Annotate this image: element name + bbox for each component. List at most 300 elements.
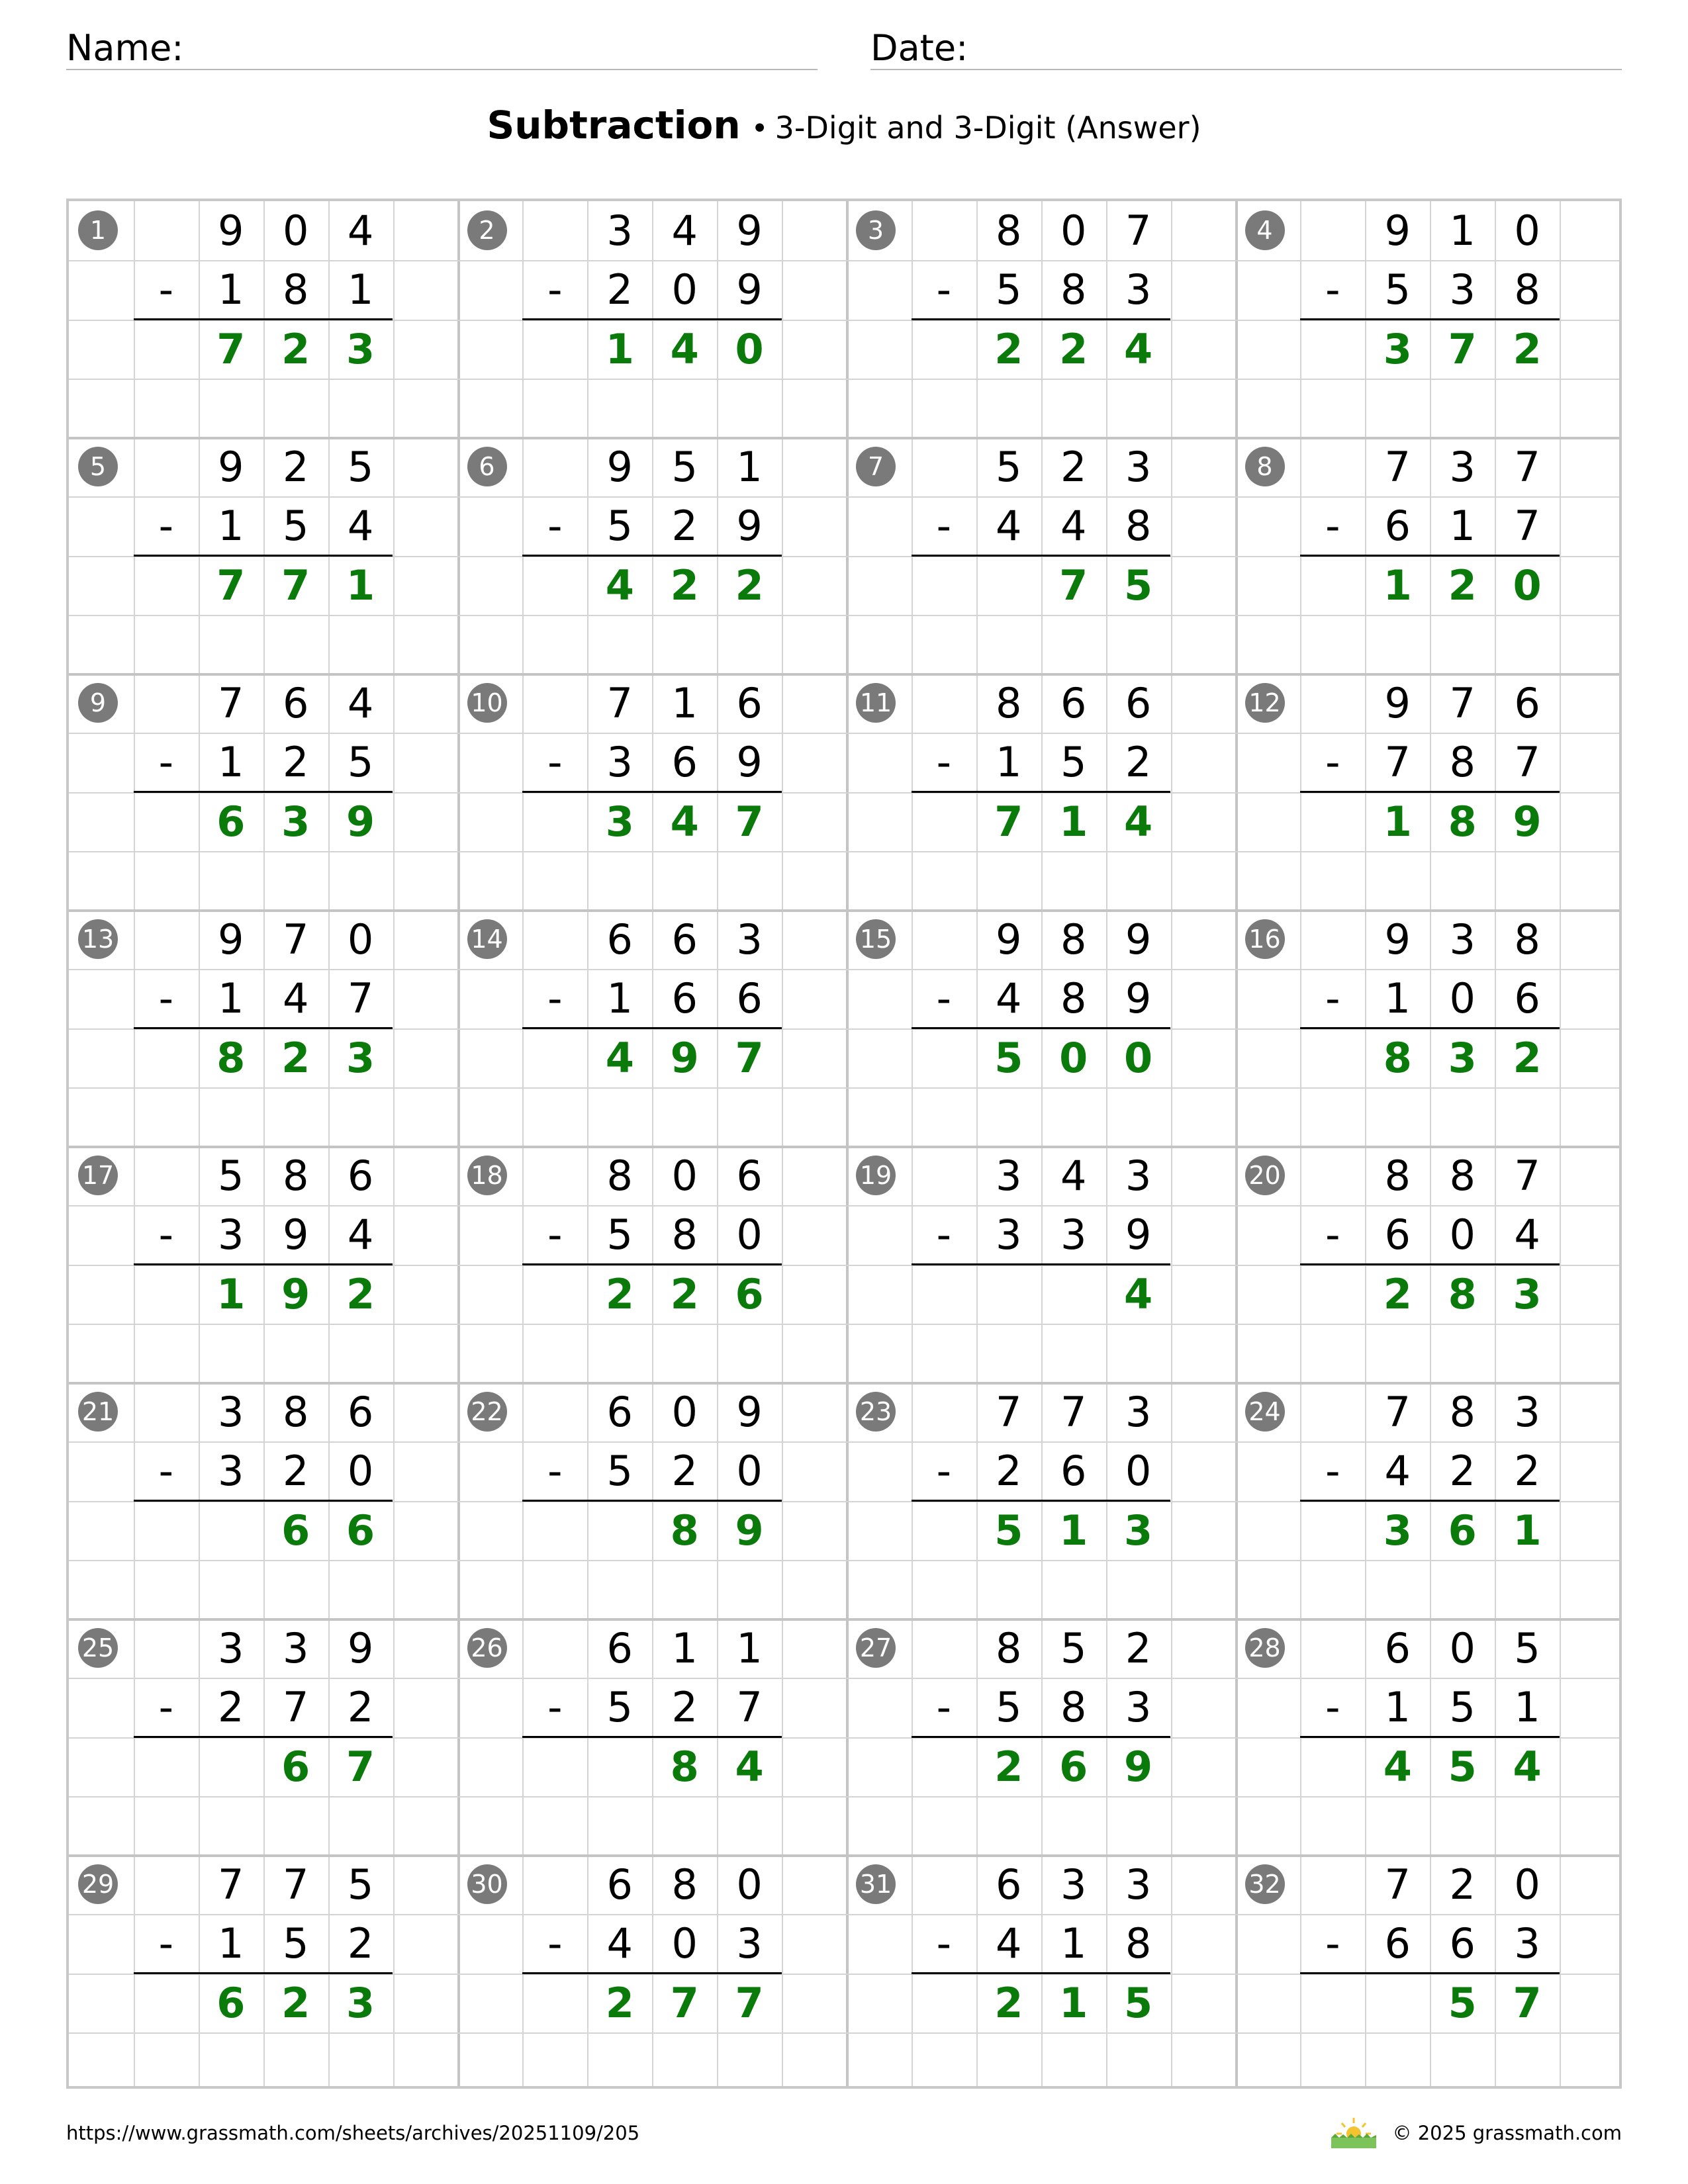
answer-digit[interactable]: 1 bbox=[216, 1269, 246, 1318]
minus-operator: - bbox=[936, 1919, 952, 1968]
answer-digit[interactable]: 2 bbox=[994, 1978, 1023, 2027]
subtrahend-digit: 7 bbox=[736, 1683, 763, 1732]
problem-number-badge: 15 bbox=[856, 919, 896, 959]
problem bbox=[69, 1383, 458, 1619]
minus-operator: - bbox=[936, 738, 952, 787]
answer-digit[interactable]: 5 bbox=[1448, 1742, 1477, 1791]
subtrahend-digit: 0 bbox=[736, 1210, 763, 1259]
answer-digit[interactable]: 3 bbox=[605, 797, 634, 846]
answer-digit[interactable]: 2 bbox=[1383, 1269, 1412, 1318]
minus-operator: - bbox=[547, 1210, 563, 1259]
subtrahend-digit: 1 bbox=[347, 265, 374, 314]
answer-digit[interactable]: 8 bbox=[1383, 1033, 1412, 1082]
subtrahend-digit: 6 bbox=[1514, 974, 1540, 1023]
minus-operator: - bbox=[1325, 974, 1340, 1023]
minuend-digit: 9 bbox=[218, 915, 244, 964]
subtrahend-digit: 5 bbox=[606, 1210, 633, 1259]
minuend-digit: 8 bbox=[282, 1388, 309, 1436]
answer-digit[interactable]: 6 bbox=[1448, 1506, 1477, 1555]
answer-digit[interactable] bbox=[199, 1737, 263, 1796]
minuend-digit: 0 bbox=[1514, 206, 1540, 255]
answer-digit[interactable]: 2 bbox=[1513, 324, 1542, 373]
subtrahend-digit: 8 bbox=[671, 1210, 698, 1259]
date-label: Date: bbox=[870, 27, 968, 69]
answer-digit[interactable]: 4 bbox=[1383, 1742, 1412, 1791]
minuend-digit: 6 bbox=[606, 1388, 633, 1436]
answer-digit[interactable] bbox=[587, 1737, 652, 1796]
answer-digit[interactable]: 6 bbox=[735, 1269, 764, 1318]
minus-operator: - bbox=[158, 1210, 174, 1259]
subtrahend-digit: 2 bbox=[218, 1683, 244, 1732]
subtrahend-digit: 7 bbox=[1384, 738, 1411, 787]
problem-number-badge: 13 bbox=[78, 919, 118, 959]
subtrahend-digit: 2 bbox=[671, 502, 698, 551]
answer-digit[interactable]: 7 bbox=[1513, 1978, 1542, 2027]
footer-url[interactable]: https://www.grassmath.com/sheets/archives/20251109/205 bbox=[66, 2122, 640, 2144]
minuend-digit: 6 bbox=[1060, 679, 1087, 727]
minuend-digit: 3 bbox=[1125, 1152, 1152, 1200]
problem-number-badge: 24 bbox=[1245, 1392, 1285, 1432]
subtrahend-digit: 7 bbox=[1514, 502, 1540, 551]
answer-digit[interactable]: 2 bbox=[994, 1742, 1023, 1791]
answer-underline bbox=[912, 318, 1171, 320]
minus-operator: - bbox=[547, 502, 563, 551]
minuend-digit: 0 bbox=[736, 1860, 763, 1909]
problem-number-badge: 4 bbox=[1245, 210, 1285, 250]
answer-digit[interactable] bbox=[1041, 1265, 1106, 1324]
answer-underline bbox=[1300, 1500, 1560, 1502]
answer-digit[interactable]: 1 bbox=[1059, 797, 1088, 846]
answer-digit[interactable] bbox=[1365, 1974, 1430, 2032]
answer-digit[interactable] bbox=[976, 1265, 1041, 1324]
problem bbox=[458, 1619, 847, 1855]
answer-underline bbox=[522, 1500, 782, 1502]
minus-operator: - bbox=[158, 1683, 174, 1732]
problem bbox=[1236, 674, 1625, 910]
subtrahend-digit: 2 bbox=[1514, 1447, 1540, 1496]
subtrahend-digit: 5 bbox=[1060, 738, 1087, 787]
answer-underline bbox=[1300, 1972, 1560, 1974]
answer-digit[interactable]: 5 bbox=[1448, 1978, 1477, 2027]
subtrahend-digit: 2 bbox=[282, 1447, 309, 1496]
subtrahend-digit: 7 bbox=[1514, 738, 1540, 787]
subtrahend-digit: 5 bbox=[347, 738, 374, 787]
minus-operator: - bbox=[547, 974, 563, 1023]
answer-digit[interactable]: 8 bbox=[1448, 797, 1477, 846]
minuend-digit: 3 bbox=[1125, 1388, 1152, 1436]
subtrahend-digit: 8 bbox=[1514, 265, 1540, 314]
problem bbox=[1236, 437, 1625, 674]
minuend-digit: 8 bbox=[671, 1860, 698, 1909]
answer-digit[interactable]: 3 bbox=[1124, 1506, 1153, 1555]
minus-operator: - bbox=[1325, 502, 1340, 551]
answer-underline bbox=[1300, 791, 1560, 793]
problem-number-badge: 2 bbox=[467, 210, 507, 250]
answer-digit[interactable]: 1 bbox=[1059, 1506, 1088, 1555]
minuend-digit: 5 bbox=[347, 443, 374, 491]
subtrahend-digit: 8 bbox=[1449, 738, 1476, 787]
problem-number-badge: 28 bbox=[1245, 1628, 1285, 1668]
minuend-digit: 8 bbox=[1514, 915, 1540, 964]
problem bbox=[69, 1855, 458, 2091]
subtrahend-digit: 2 bbox=[606, 265, 633, 314]
minuend-digit: 0 bbox=[1514, 1860, 1540, 1909]
problem bbox=[847, 201, 1236, 437]
answer-digit[interactable]: 1 bbox=[605, 324, 634, 373]
minuend-digit: 5 bbox=[347, 1860, 374, 1909]
minuend-digit: 1 bbox=[1449, 206, 1476, 255]
subtrahend-digit: 1 bbox=[218, 502, 244, 551]
subtrahend-digit: 1 bbox=[218, 974, 244, 1023]
name-label: Name: bbox=[66, 27, 184, 69]
answer-digit[interactable]: 8 bbox=[216, 1033, 246, 1082]
answer-underline bbox=[134, 318, 393, 320]
answer-digit[interactable]: 2 bbox=[1513, 1033, 1542, 1082]
answer-digit[interactable]: 7 bbox=[735, 1978, 764, 2027]
subtrahend-digit: 5 bbox=[996, 265, 1022, 314]
minuend-digit: 0 bbox=[347, 915, 374, 964]
problem-number-badge: 26 bbox=[467, 1628, 507, 1668]
problem-number-badge: 19 bbox=[856, 1156, 896, 1195]
problem bbox=[847, 910, 1236, 1146]
minuend-digit: 1 bbox=[736, 1624, 763, 1672]
answer-digit[interactable]: 9 bbox=[670, 1033, 699, 1082]
subtrahend-digit: 6 bbox=[671, 974, 698, 1023]
answer-digit[interactable]: 2 bbox=[1059, 324, 1088, 373]
answer-digit[interactable]: 5 bbox=[1124, 1978, 1153, 2027]
minus-operator: - bbox=[1325, 1447, 1340, 1496]
problem-number-badge: 11 bbox=[856, 683, 896, 723]
subtrahend-digit: 5 bbox=[996, 1683, 1022, 1732]
minuend-digit: 6 bbox=[1125, 679, 1152, 727]
minuend-digit: 9 bbox=[606, 443, 633, 491]
answer-digit[interactable]: 3 bbox=[346, 1978, 375, 2027]
subtrahend-digit: 3 bbox=[1514, 1919, 1540, 1968]
problem-number-badge: 21 bbox=[78, 1392, 118, 1432]
minuend-digit: 7 bbox=[1514, 1152, 1540, 1200]
problem bbox=[458, 1383, 847, 1619]
answer-digit[interactable]: 7 bbox=[994, 797, 1023, 846]
problem bbox=[1236, 910, 1625, 1146]
answer-digit[interactable]: 9 bbox=[735, 1506, 764, 1555]
answer-digit[interactable]: 3 bbox=[346, 324, 375, 373]
answer-digit[interactable]: 1 bbox=[1059, 1978, 1088, 2027]
date-field[interactable] bbox=[870, 20, 1622, 70]
answer-digit[interactable] bbox=[976, 556, 1041, 615]
problem-number-badge: 6 bbox=[467, 447, 507, 486]
subtrahend-digit: 8 bbox=[1125, 502, 1152, 551]
answer-digit[interactable]: 6 bbox=[216, 1978, 246, 2027]
minuend-digit: 0 bbox=[1449, 1624, 1476, 1672]
subtrahend-digit: 1 bbox=[1449, 502, 1476, 551]
answer-digit[interactable]: 1 bbox=[1513, 1506, 1542, 1555]
subtrahend-digit: 6 bbox=[736, 974, 763, 1023]
minuend-digit: 6 bbox=[736, 1152, 763, 1200]
answer-digit[interactable]: 3 bbox=[1513, 1269, 1542, 1318]
problem bbox=[847, 1146, 1236, 1383]
answer-digit[interactable]: 0 bbox=[1513, 561, 1542, 610]
answer-digit[interactable]: 0 bbox=[1124, 1033, 1153, 1082]
subtrahend-digit: 5 bbox=[1449, 1683, 1476, 1732]
answer-digit[interactable]: 9 bbox=[281, 1269, 310, 1318]
subtrahend-digit: 1 bbox=[218, 1919, 244, 1968]
answer-digit[interactable]: 2 bbox=[1448, 561, 1477, 610]
minuend-digit: 3 bbox=[282, 1624, 309, 1672]
answer-digit[interactable]: 8 bbox=[670, 1506, 699, 1555]
subtrahend-digit: 2 bbox=[282, 738, 309, 787]
answer-digit[interactable]: 4 bbox=[1124, 1269, 1153, 1318]
answer-digit[interactable]: 4 bbox=[670, 797, 699, 846]
minuend-digit: 4 bbox=[347, 679, 374, 727]
minuend-digit: 9 bbox=[218, 206, 244, 255]
answer-digit[interactable]: 2 bbox=[281, 1033, 310, 1082]
minuend-digit: 6 bbox=[606, 1860, 633, 1909]
subtrahend-digit: 1 bbox=[996, 738, 1022, 787]
answer-digit[interactable]: 9 bbox=[1513, 797, 1542, 846]
minuend-digit: 6 bbox=[606, 915, 633, 964]
problem bbox=[847, 674, 1236, 910]
subtrahend-digit: 4 bbox=[1384, 1447, 1411, 1496]
worksheet-title bbox=[0, 103, 1688, 148]
subtrahend-digit: 9 bbox=[736, 502, 763, 551]
minuend-digit: 7 bbox=[282, 915, 309, 964]
answer-digit[interactable]: 6 bbox=[216, 797, 246, 846]
minuend-digit: 8 bbox=[606, 1152, 633, 1200]
answer-underline bbox=[1300, 555, 1560, 557]
problem bbox=[458, 674, 847, 910]
answer-underline bbox=[912, 791, 1171, 793]
subtrahend-digit: 2 bbox=[671, 1447, 698, 1496]
subtrahend-digit: 1 bbox=[218, 265, 244, 314]
minuend-digit: 9 bbox=[736, 1388, 763, 1436]
subtrahend-digit: 3 bbox=[1060, 1210, 1087, 1259]
minuend-digit: 3 bbox=[1125, 443, 1152, 491]
minuend-digit: 5 bbox=[1514, 1624, 1540, 1672]
minuend-digit: 8 bbox=[996, 1624, 1022, 1672]
problem bbox=[69, 910, 458, 1146]
subtrahend-digit: 9 bbox=[736, 265, 763, 314]
problem-number-badge: 31 bbox=[856, 1864, 896, 1904]
copyright: © 2025 grassmath.com bbox=[1392, 2122, 1622, 2144]
subtrahend-digit: 3 bbox=[218, 1210, 244, 1259]
name-field[interactable] bbox=[66, 20, 818, 70]
answer-digit[interactable]: 2 bbox=[670, 1269, 699, 1318]
answer-digit[interactable]: 7 bbox=[216, 324, 246, 373]
answer-digit[interactable]: 0 bbox=[735, 324, 764, 373]
subtrahend-digit: 3 bbox=[1449, 265, 1476, 314]
problem bbox=[69, 1146, 458, 1383]
answer-underline bbox=[912, 1972, 1171, 1974]
subtrahend-digit: 6 bbox=[1384, 1210, 1411, 1259]
answer-digit[interactable]: 2 bbox=[346, 1269, 375, 1318]
problem-number-badge: 30 bbox=[467, 1864, 507, 1904]
subtrahend-digit: 1 bbox=[1384, 1683, 1411, 1732]
title-subtitle: 3-Digit and 3-Digit (Answer) bbox=[774, 110, 1201, 146]
minuend-digit: 0 bbox=[671, 1152, 698, 1200]
answer-underline bbox=[134, 1972, 393, 1974]
minuend-digit: 8 bbox=[1384, 1152, 1411, 1200]
answer-digit[interactable]: 0 bbox=[1059, 1033, 1088, 1082]
answer-digit[interactable]: 4 bbox=[1124, 324, 1153, 373]
subtrahend-digit: 4 bbox=[996, 502, 1022, 551]
problem-number-badge: 5 bbox=[78, 447, 118, 486]
minuend-digit: 0 bbox=[1060, 206, 1087, 255]
answer-digit[interactable]: 5 bbox=[1124, 561, 1153, 610]
answer-digit[interactable]: 6 bbox=[1059, 1742, 1088, 1791]
minus-operator: - bbox=[936, 974, 952, 1023]
answer-digit[interactable]: 4 bbox=[735, 1742, 764, 1791]
answer-underline bbox=[134, 791, 393, 793]
problem-number-badge: 22 bbox=[467, 1392, 507, 1432]
answer-underline bbox=[134, 555, 393, 557]
minuend-digit: 8 bbox=[1060, 915, 1087, 964]
answer-digit[interactable]: 9 bbox=[1124, 1742, 1153, 1791]
answer-digit[interactable]: 1 bbox=[346, 561, 375, 610]
subtrahend-digit: 6 bbox=[1384, 502, 1411, 551]
minuend-digit: 7 bbox=[1060, 1388, 1087, 1436]
answer-digit[interactable]: 9 bbox=[346, 797, 375, 846]
subtrahend-digit: 0 bbox=[671, 265, 698, 314]
answer-digit[interactable]: 2 bbox=[670, 561, 699, 610]
problem bbox=[1236, 1855, 1625, 2091]
answer-underline bbox=[134, 1500, 393, 1502]
minuend-digit: 6 bbox=[736, 679, 763, 727]
problem-number-badge: 17 bbox=[78, 1156, 118, 1195]
answer-digit[interactable]: 4 bbox=[605, 561, 634, 610]
subtrahend-digit: 0 bbox=[347, 1447, 374, 1496]
answer-underline bbox=[912, 1263, 1171, 1265]
minus-operator: - bbox=[158, 738, 174, 787]
minuend-digit: 3 bbox=[1449, 915, 1476, 964]
problem-number-badge: 9 bbox=[78, 683, 118, 723]
subtrahend-digit: 4 bbox=[347, 502, 374, 551]
answer-underline bbox=[522, 1027, 782, 1029]
answer-digit[interactable]: 7 bbox=[735, 797, 764, 846]
answer-digit[interactable]: 3 bbox=[1448, 1033, 1477, 1082]
subtrahend-digit: 7 bbox=[347, 974, 374, 1023]
answer-digit[interactable] bbox=[587, 1501, 652, 1560]
answer-digit[interactable] bbox=[199, 1501, 263, 1560]
subtrahend-digit: 1 bbox=[1060, 1919, 1087, 1968]
answer-digit[interactable]: 6 bbox=[281, 1506, 310, 1555]
answer-digit[interactable]: 7 bbox=[1448, 324, 1477, 373]
minuend-digit: 1 bbox=[671, 1624, 698, 1672]
answer-digit[interactable]: 7 bbox=[346, 1742, 375, 1791]
answer-digit[interactable]: 2 bbox=[281, 324, 310, 373]
answer-digit[interactable]: 7 bbox=[216, 561, 246, 610]
answer-digit[interactable]: 4 bbox=[1124, 797, 1153, 846]
minus-operator: - bbox=[547, 265, 563, 314]
answer-underline bbox=[1300, 1027, 1560, 1029]
minuend-digit: 3 bbox=[218, 1388, 244, 1436]
minuend-digit: 4 bbox=[1060, 1152, 1087, 1200]
answer-digit[interactable]: 7 bbox=[670, 1978, 699, 2027]
answer-digit[interactable]: 2 bbox=[735, 561, 764, 610]
minuend-digit: 9 bbox=[736, 206, 763, 255]
minuend-digit: 6 bbox=[347, 1388, 374, 1436]
subtrahend-digit: 0 bbox=[1125, 1447, 1152, 1496]
problem bbox=[1236, 201, 1625, 437]
subtrahend-digit: 2 bbox=[347, 1683, 374, 1732]
minuend-digit: 7 bbox=[1449, 679, 1476, 727]
minuend-digit: 3 bbox=[736, 915, 763, 964]
minus-operator: - bbox=[158, 502, 174, 551]
minuend-digit: 6 bbox=[1384, 1624, 1411, 1672]
answer-digit[interactable]: 6 bbox=[346, 1506, 375, 1555]
minuend-digit: 7 bbox=[1125, 206, 1152, 255]
minuend-digit: 5 bbox=[1060, 1624, 1087, 1672]
answer-digit[interactable]: 2 bbox=[605, 1978, 634, 2027]
answer-digit[interactable]: 2 bbox=[994, 324, 1023, 373]
answer-digit[interactable]: 4 bbox=[1513, 1742, 1542, 1791]
answer-digit[interactable]: 7 bbox=[281, 561, 310, 610]
answer-digit[interactable]: 3 bbox=[1383, 324, 1412, 373]
answer-digit[interactable]: 8 bbox=[1448, 1269, 1477, 1318]
minuend-digit: 3 bbox=[1125, 1860, 1152, 1909]
subtrahend-digit: 8 bbox=[282, 265, 309, 314]
problem-number-badge: 29 bbox=[78, 1864, 118, 1904]
minuend-digit: 7 bbox=[1384, 443, 1411, 491]
answer-digit[interactable]: 4 bbox=[605, 1033, 634, 1082]
subtrahend-digit: 0 bbox=[671, 1919, 698, 1968]
answer-underline bbox=[1300, 318, 1560, 320]
answer-digit[interactable]: 2 bbox=[281, 1978, 310, 2027]
minus-operator: - bbox=[547, 1447, 563, 1496]
answer-underline bbox=[912, 1027, 1171, 1029]
answer-underline bbox=[522, 1263, 782, 1265]
problem bbox=[1236, 1619, 1625, 1855]
answer-digit[interactable]: 1 bbox=[1383, 797, 1412, 846]
subtrahend-digit: 9 bbox=[282, 1210, 309, 1259]
subtrahend-digit: 5 bbox=[606, 1447, 633, 1496]
problem bbox=[847, 1855, 1236, 2091]
answer-digit[interactable]: 3 bbox=[281, 797, 310, 846]
subtrahend-digit: 1 bbox=[1384, 974, 1411, 1023]
answer-digit[interactable]: 3 bbox=[1383, 1506, 1412, 1555]
minuend-digit: 3 bbox=[1449, 443, 1476, 491]
answer-digit[interactable]: 4 bbox=[670, 324, 699, 373]
answer-digit[interactable]: 5 bbox=[994, 1033, 1023, 1082]
minuend-digit: 8 bbox=[1449, 1152, 1476, 1200]
subtrahend-digit: 5 bbox=[606, 1683, 633, 1732]
problem-number-badge: 16 bbox=[1245, 919, 1285, 959]
answer-digit[interactable]: 7 bbox=[1059, 561, 1088, 610]
subtrahend-digit: 1 bbox=[1514, 1683, 1540, 1732]
subtrahend-digit: 7 bbox=[282, 1683, 309, 1732]
answer-digit[interactable]: 5 bbox=[994, 1506, 1023, 1555]
minuend-digit: 6 bbox=[347, 1152, 374, 1200]
minuend-digit: 7 bbox=[218, 679, 244, 727]
problem bbox=[847, 1619, 1236, 1855]
subtrahend-digit: 8 bbox=[1060, 1683, 1087, 1732]
subtrahend-digit: 5 bbox=[282, 1919, 309, 1968]
problem-number-badge: 20 bbox=[1245, 1156, 1285, 1195]
answer-digit[interactable]: 1 bbox=[1383, 561, 1412, 610]
subtrahend-digit: 5 bbox=[606, 502, 633, 551]
problem bbox=[847, 437, 1236, 674]
subtrahend-digit: 0 bbox=[1449, 974, 1476, 1023]
minuend-digit: 3 bbox=[996, 1152, 1022, 1200]
minus-operator: - bbox=[936, 1210, 952, 1259]
answer-digit[interactable]: 7 bbox=[735, 1033, 764, 1082]
answer-digit[interactable]: 8 bbox=[670, 1742, 699, 1791]
subtrahend-digit: 3 bbox=[736, 1919, 763, 1968]
problem bbox=[458, 1855, 847, 2091]
answer-digit[interactable]: 6 bbox=[281, 1742, 310, 1791]
minuend-digit: 0 bbox=[671, 1388, 698, 1436]
answer-digit[interactable]: 2 bbox=[605, 1269, 634, 1318]
answer-digit[interactable]: 3 bbox=[346, 1033, 375, 1082]
